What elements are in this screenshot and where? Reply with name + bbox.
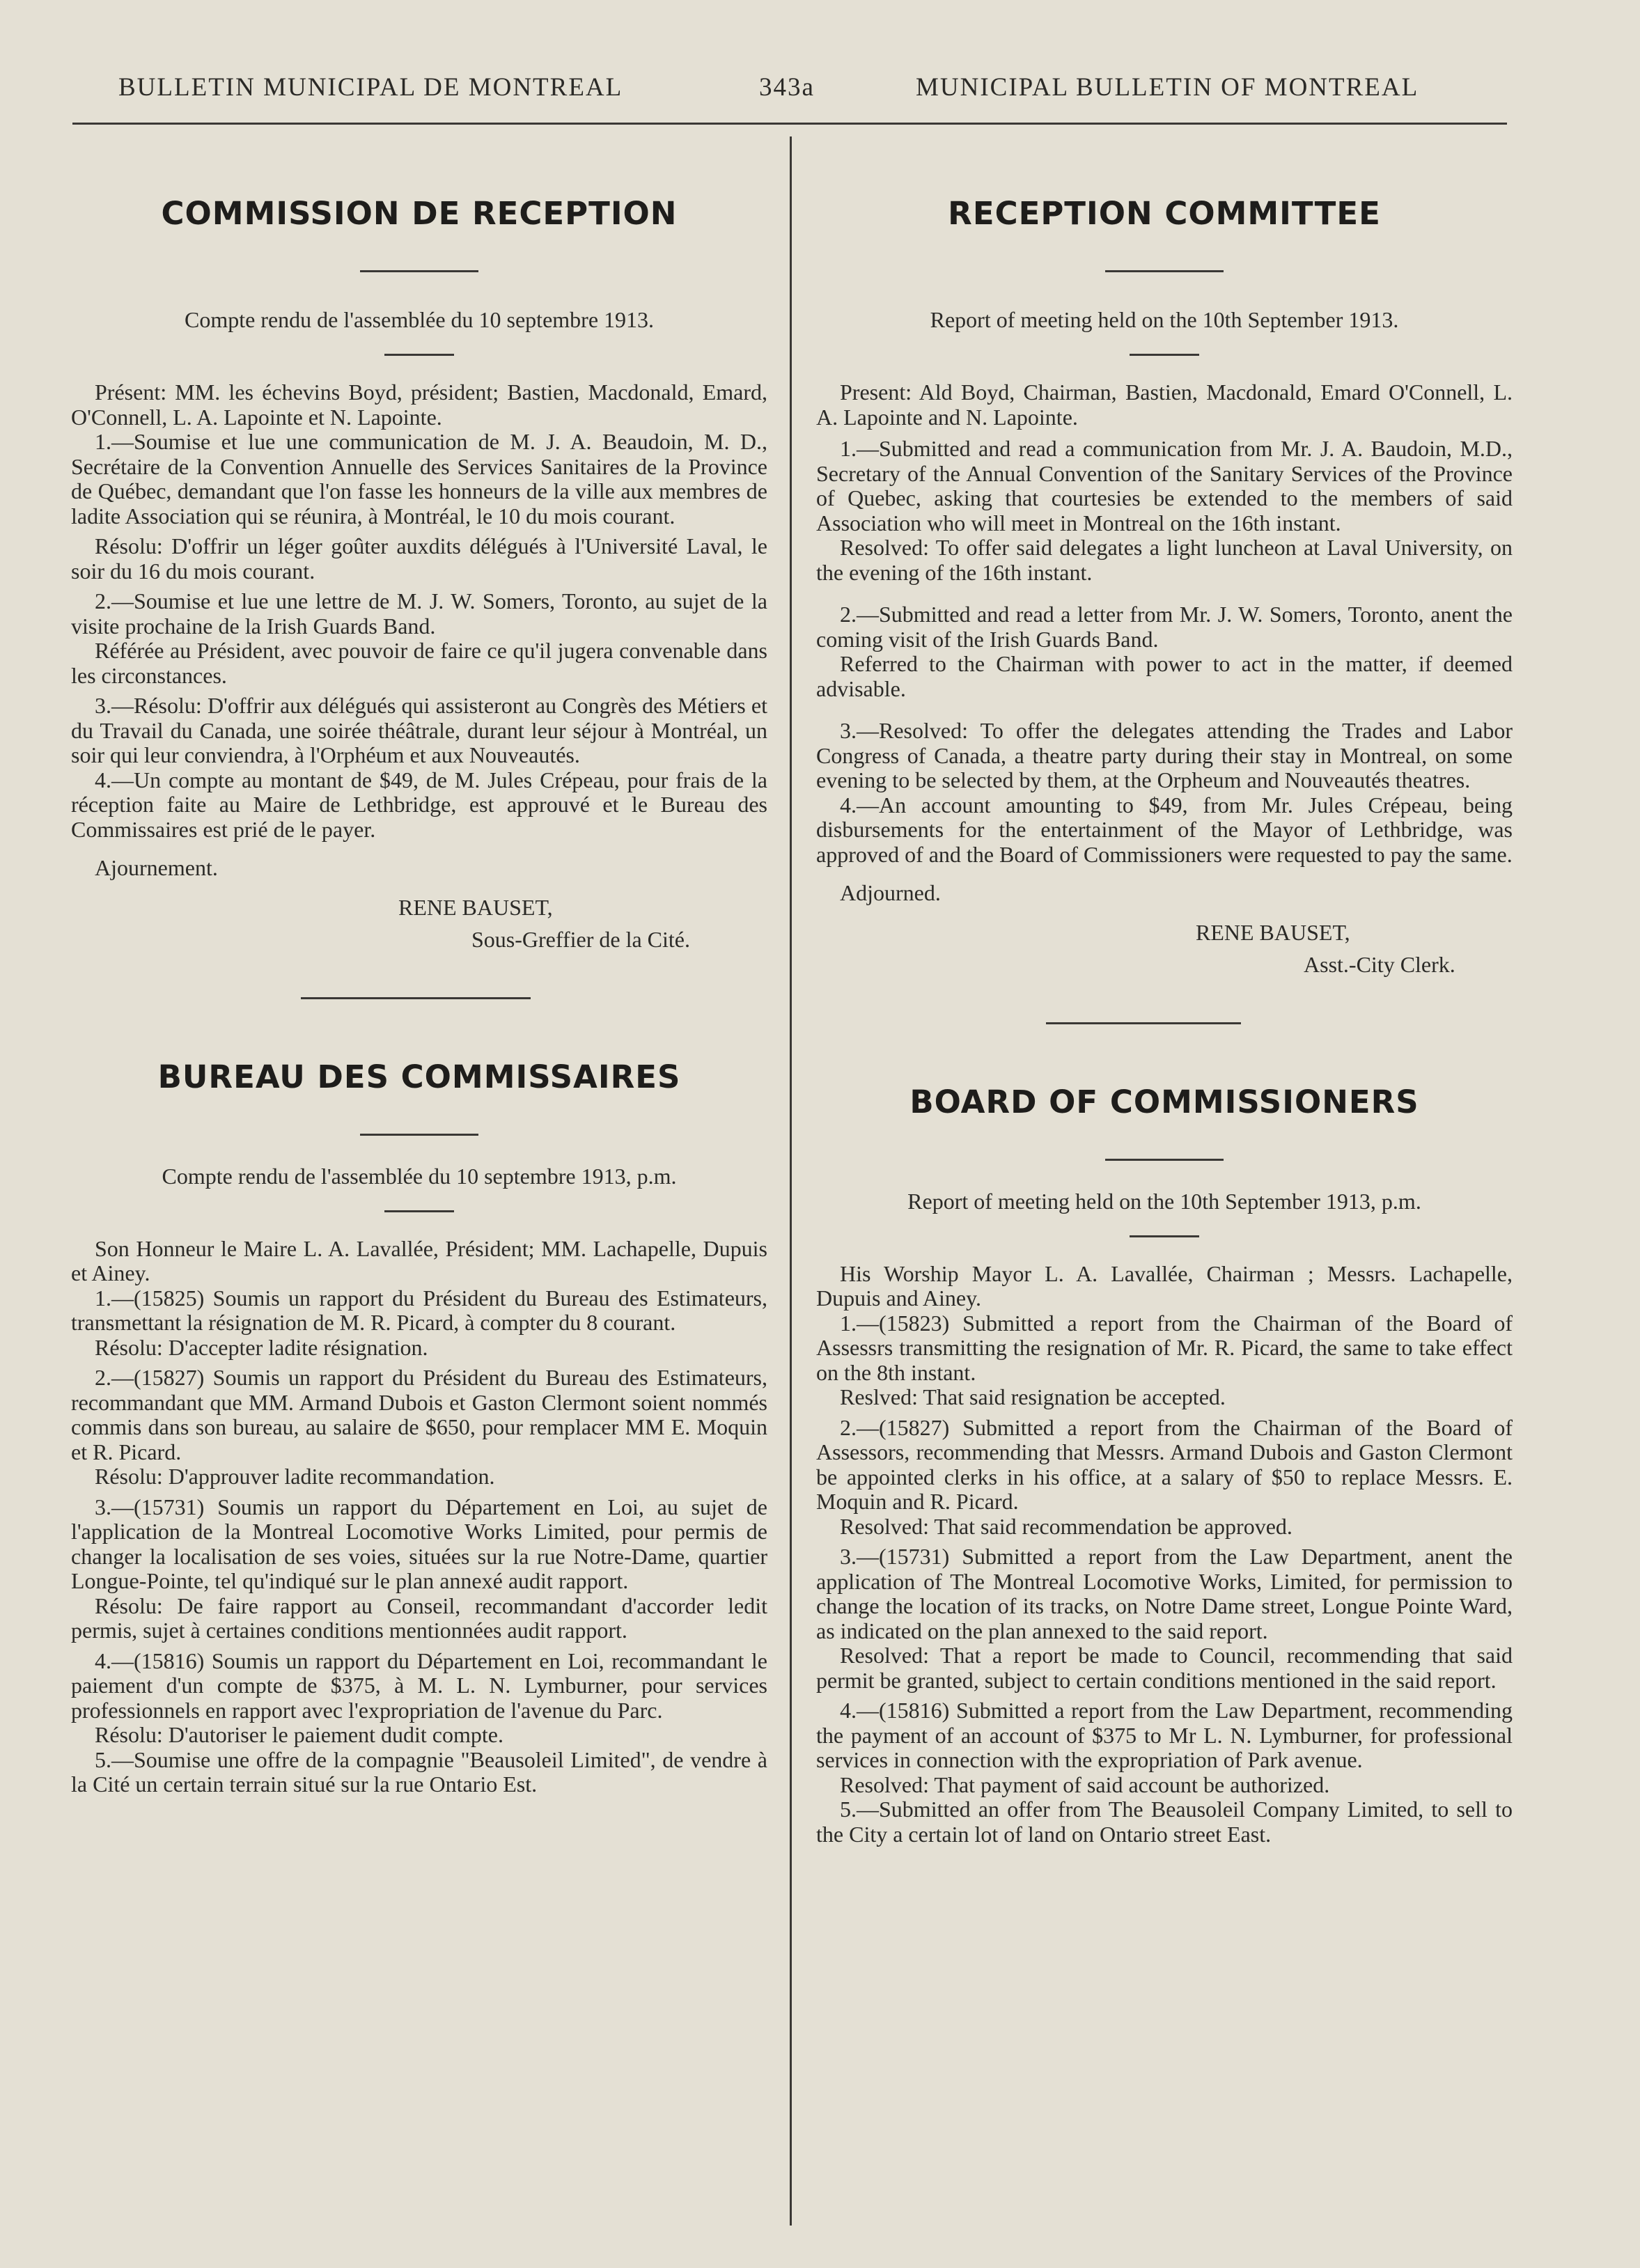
page-number: 343a: [759, 73, 815, 102]
item-3-resolution: 3.—Résolu: D'offrir aux délégués qui assisteront au Congrès des Métiers et du Travail du Canada, une soirée théâtrale, durant leur séjour à Montréal, un soir qui leur conviendra, à l'Orphéum et aux Nouveautés.: [71, 693, 767, 767]
item-2-paragraph: 2.—(15827) Submitted a report from the Chairman of the Board of Assessors, recommending that Messrs. Armand Dubois and Gaston Clermont be appointed clerks in his office, at a salary of $50 to replace Messrs. E. Moquin and R. Picard.: [816, 1414, 1513, 1514]
signature-title: Sous-Greffier de la Cité.: [471, 926, 690, 952]
adjournment: Adjourned.: [840, 880, 941, 905]
signature-name: RENE BAUSET,: [398, 894, 553, 920]
header-title-english: MUNICIPAL BULLETIN OF MONTREAL: [916, 73, 1419, 102]
signature-block: [71, 891, 767, 955]
item-2-resolution: Résolu: D'approuver ladite recommandation.: [95, 1464, 495, 1489]
item-1-resolution: Résolu: D'accepter ladite résignation.: [95, 1334, 428, 1360]
item-2-resolution: Resolved: That said recommendation be approved.: [840, 1513, 1293, 1539]
item-4-paragraph: 4.—(15816) Soumis un rapport du Département en Loi, recommandant le paiement d'un compte de $375, à M. L. N. Lymburner, pour services professionnels en rapport avec l'expropriation de l'avenue du Parc.: [71, 1648, 767, 1723]
signature-title: Asst.-City Clerk.: [1304, 951, 1455, 977]
attendance-paragraph: His Worship Mayor L. A. Lavallée, Chairman ; Messrs. Lachapelle, Dupuis and Ainey.: [816, 1260, 1513, 1311]
meeting-subtitle: Compte rendu de l'assemblée du 10 septembre 1913, p.m.: [162, 1163, 677, 1189]
item-1-resolution: Résolu: D'offrir un léger goûter auxdits délégués à l'Université Laval, le soir du 16 du mois courant.: [71, 533, 767, 584]
right-column-english: [816, 174, 1513, 1847]
item-1-paragraph: 1.—(15825) Soumis un rapport du Président du Bureau des Estimateurs, transmettant la résignation de M. R. Picard, à compter du 8 courant.: [71, 1285, 767, 1335]
signature-block: [816, 916, 1513, 980]
item-1-paragraph: 1.—Soumise et lue une communication de M. J. A. Beaudoin, M. D., Secrétaire de la Convention Annuelle des Services Sanitaires de la Province de Québec, demandant que l'on fasse les honneurs de la ville aux membres de ladite Association qui se réunira, à Montréal, le 10 du mois courant.: [71, 429, 767, 529]
item-1-paragraph: 1.—(15823) Submitted a report from the Chairman of the Board of Assessrs transmitting the resignation of Mr. R. Picard, the same to take effect on the 8th instant.: [816, 1310, 1513, 1385]
item-4-resolution: Résolu: D'autoriser le paiement dudit compte.: [95, 1722, 503, 1747]
header-title-french: BULLETIN MUNICIPAL DE MONTREAL: [118, 73, 623, 102]
item-3-resolution: Résolu: De faire rapport au Conseil, recommandant d'accorder ledit permis, sujet à certaines conditions mentionnées audit rapport.: [71, 1593, 767, 1643]
meeting-subtitle: Report of meeting held on the 10th September 1913.: [930, 307, 1399, 332]
item-5-paragraph: 5.—Soumise une offre de la compagnie "Beausoleil Limited", de vendre à la Cité un certain terrain situé sur la rue Ontario Est.: [71, 1746, 767, 1797]
attendance-paragraph: Son Honneur le Maire L. A. Lavallée, Président; MM. Lachapelle, Dupuis et Ainey.: [71, 1235, 767, 1285]
attendance-paragraph: Present: Ald Boyd, Chairman, Bastien, Macdonald, Emard O'Connell, L. A. Lapointe and N. Lapointe.: [816, 380, 1513, 430]
item-2-paragraph: 2.—Submitted and read a letter from Mr. J. W. Somers, Toronto, anent the coming visit of the Irish Guards Band.: [816, 602, 1513, 652]
section-title: COMMISSION DE RECEPTION: [161, 195, 678, 232]
section-title: BUREAU DES COMMISSAIRES: [157, 1058, 681, 1095]
item-2-paragraph: 2.—(15827) Soumis un rapport du Président du Bureau des Estimateurs, recommandant que MM. Armand Dubois et Gaston Clermont soient nommés commis dans son bureau, au salaire de $650, pour remplacer MM E. Moquin et R. Picard.: [71, 1365, 767, 1464]
item-3-resolution: Resolved: That a report be made to Council, recommending that said permit be granted, subject to certain conditions mentioned in the said report.: [816, 1643, 1513, 1693]
section-title: BOARD OF COMMISSIONERS: [909, 1083, 1419, 1120]
left-column-french: [71, 174, 767, 1797]
column-divider: [790, 136, 792, 2226]
item-1-paragraph: 1.—Submitted and read a communication from Mr. J. A. Baudoin, M.D., Secretary of the Annual Convention of the Sanitary Services of the Province of Quebec, asking that courtesies be extended to the members of said Association who will meet in Montreal on the 16th instant.: [816, 436, 1513, 535]
signature-name: RENE BAUSET,: [1196, 919, 1350, 945]
item-1-resolution: Reslved: That said resignation be accepted.: [840, 1384, 1226, 1409]
item-2-referral: Référée au Président, avec pouvoir de faire ce qu'il jugera convenable dans les circonstances.: [71, 638, 767, 688]
item-4-resolution: Resolved: That payment of said account be authorized.: [840, 1772, 1330, 1797]
item-3-paragraph: 3.—(15731) Soumis un rapport du Département en Loi, au sujet de l'application de la Montreal Locomotive Works Limited, pour permis de changer la localisation de ses voies, situées sur la rue Notre-Dame, quartier Longue-Pointe, tel qu'indiqué sur le plan annexé audit rapport.: [71, 1494, 767, 1593]
attendance-paragraph: Présent: MM. les échevins Boyd, président; Bastien, Macdonald, Emard, O'Connell, L. A. Lapointe et N. Lapointe.: [71, 380, 767, 430]
item-4-paragraph: 4.—(15816) Submitted a report from the Law Department, recommending the payment of an account of $375 to Mr L. N. Lymburner, for professional services in connection with the expropriation of Park avenue.: [816, 1698, 1513, 1772]
adjournment: Ajournement.: [95, 855, 218, 880]
item-3-resolution: 3.—Resolved: To offer the delegates attending the Trades and Labor Congress of Canada, a theatre party during their stay in Montreal, on some evening to be selected by them, at the Orpheum and Nouveautés theatres.: [816, 718, 1513, 792]
item-4-paragraph: 4.—Un compte au montant de $49, de M. Jules Crépeau, pour frais de la réception faite au Maire de Lethbridge, est approuvé et le Bureau des Commissaires est prié de le payer.: [71, 767, 767, 842]
item-3-paragraph: 3.—(15731) Submitted a report from the Law Department, anent the application of The Montreal Locomotive Works, Limited, for permission to change the location of its tracks, on Notre Dame street, Longue Pointe Ward, as indicated on the plan annexed to the said report.: [816, 1544, 1513, 1643]
section-title: RECEPTION COMMITTEE: [948, 195, 1381, 232]
meeting-subtitle: Report of meeting held on the 10th September 1913, p.m.: [907, 1188, 1421, 1214]
item-2-referral: Referred to the Chairman with power to act in the matter, if deemed advisable.: [816, 651, 1513, 701]
item-5-paragraph: 5.—Submitted an offer from The Beausoleil Company Limited, to sell to the City a certain lot of land on Ontario street East.: [816, 1797, 1513, 1847]
header-rule: [72, 123, 1507, 125]
meeting-subtitle: Compte rendu de l'assemblée du 10 septembre 1913.: [184, 307, 655, 332]
item-4-paragraph: 4.—An account amounting to $49, from Mr. Jules Crépeau, being disbursements for the entertainment of the Mayor of Lethbridge, was approved of and the Board of Commissioners were requested to pay the same.: [816, 792, 1513, 867]
item-2-paragraph: 2.—Soumise et lue une lettre de M. J. W. Somers, Toronto, au sujet de la visite prochaine de la Irish Guards Band.: [71, 588, 767, 639]
item-1-resolution: Resolved: To offer said delegates a light luncheon at Laval University, on the evening of the 16th instant.: [816, 535, 1513, 585]
page-header: [104, 72, 1501, 114]
